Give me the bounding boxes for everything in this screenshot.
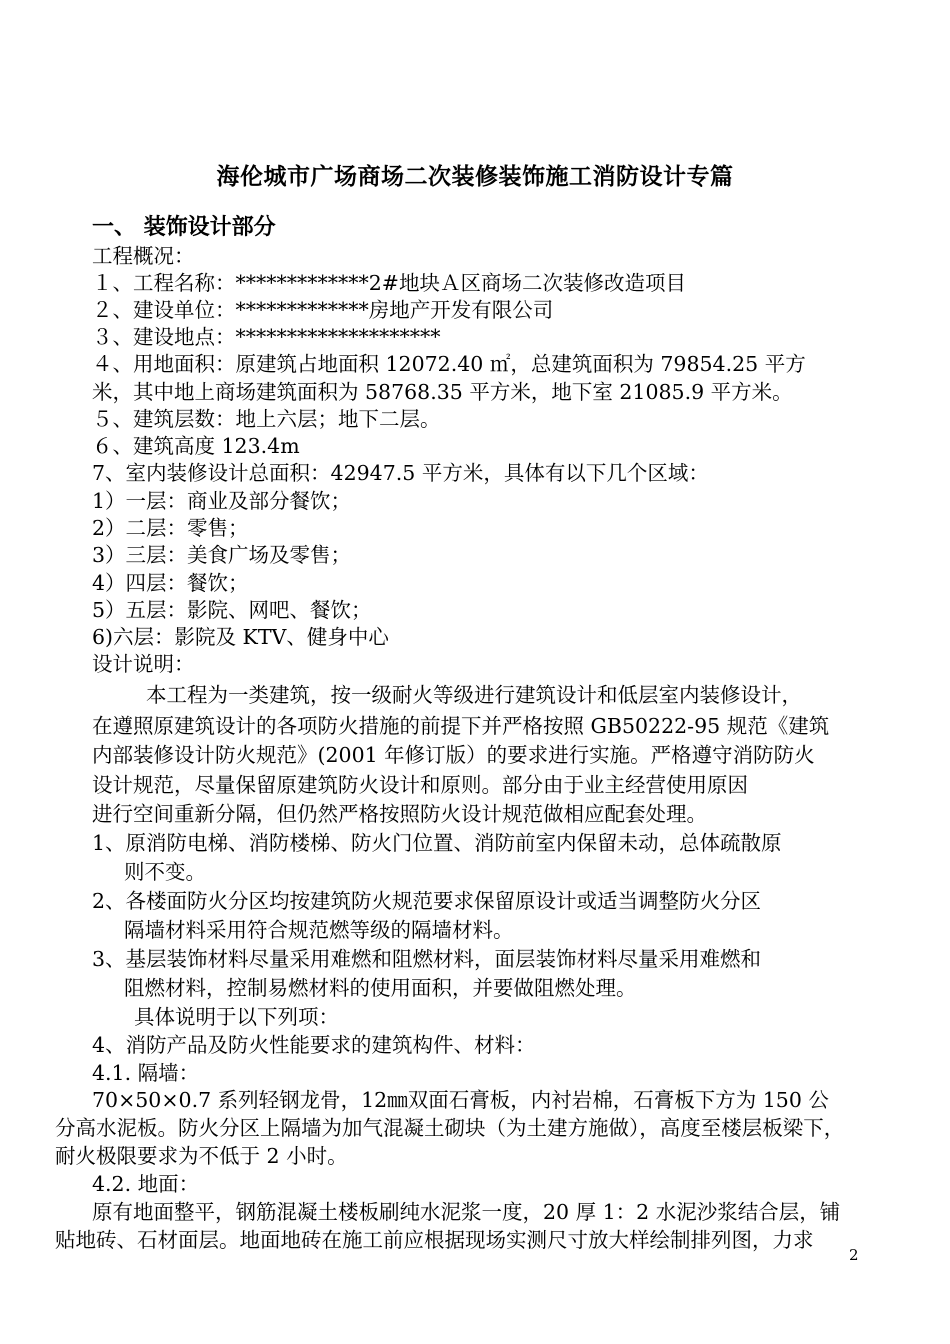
text-line: 则不变。: [124, 860, 206, 884]
text-line: 3、基层装饰材料尽量采用难燃和阻燃材料，面层装饰材料尽量采用难燃和: [92, 947, 762, 971]
text-line: 工程概况：: [92, 244, 195, 268]
text-line: 具体说明于以下列项：: [134, 1005, 339, 1029]
text-line: 6)六层：影院及 KTV、健身中心: [92, 625, 389, 649]
text-line: 1、原消防电梯、消防楼梯、防火门位置、消防前室内保留未动，总体疏散原: [92, 831, 782, 855]
text-line: 7、室内装修设计总面积：42947.5 平方米，具体有以下几个区域：: [92, 461, 709, 485]
text-line: 原有地面整平，钢筋混凝土楼板刷纯水泥浆一度，20 厚 1：2 水泥沙浆结合层，铺: [92, 1200, 841, 1224]
text-line: 贴地砖、石材面层。地面地砖在施工前应根据现场实测尺寸放大样绘制排列图，力求: [55, 1228, 814, 1252]
text-line: 5）五层：影院、网吧、餐饮；: [92, 598, 372, 622]
text-line: ２、建设单位：*************房地产开发有限公司: [92, 298, 554, 322]
text-line: １、工程名称：*************2#地块Ａ区商场二次装修改造项目: [92, 271, 686, 295]
text-line: ３、建设地点：********************: [92, 325, 441, 349]
text-line: 2）二层：零售；: [92, 516, 249, 540]
text-line: 隔墙材料采用符合规范燃等级的隔墙材料。: [124, 918, 514, 942]
text-line: 4.2. 地面：: [92, 1172, 200, 1196]
text-line: 70×50×0.7 系列轻钢龙骨，12㎜双面石膏板，内衬岩棉，石膏板下方为 150 公: [92, 1088, 829, 1112]
document-title: 海伦城市广场商场二次装修装饰施工消防设计专篇: [216, 164, 734, 190]
text-line: 分高水泥板。防火分区上隔墙为加气混凝土砌块（为土建方施做），高度至楼层板梁下，: [55, 1116, 845, 1140]
text-line: 设计规范，尽量保留原建筑防火设计和原则。部分由于业主经营使用原因: [92, 773, 748, 797]
text-line: 本工程为一类建筑，按一级耐火等级进行建筑设计和低层室内装修设计，: [146, 683, 802, 707]
text-line: 设计说明：: [92, 652, 195, 676]
section-heading: 一、 装饰设计部分: [92, 215, 276, 240]
text-line: 2、各楼面防火分区均按建筑防火规范要求保留原设计或适当调整防火分区: [92, 889, 762, 913]
text-line: 阻燃材料，控制易燃材料的使用面积，并要做阻燃处理。: [124, 976, 637, 1000]
text-line: 4、消防产品及防火性能要求的建筑构件、材料：: [92, 1033, 536, 1057]
text-line: ５、建筑层数：地上六层；地下二层。: [92, 407, 441, 431]
page-number: 2: [849, 1246, 859, 1264]
text-line: 米，其中地上商场建筑面积为 58768.35 平方米，地下室 21085.9 平方米。: [92, 380, 793, 404]
text-line: 4.1. 隔墙：: [92, 1061, 200, 1085]
text-line: 在遵照原建筑设计的各项防火措施的前提下并严格按照 GB50222-95 规范《建筑: [92, 714, 830, 738]
text-line: 耐火极限要求为不低于 2 小时。: [55, 1144, 348, 1168]
text-line: 内部装修设计防火规范》(2001 年修订版）的要求进行实施。严格遵守消防防火: [92, 743, 815, 767]
text-line: ４、用地面积：原建筑占地面积 12072.40 ㎡，总建筑面积为 79854.25 平方: [92, 352, 806, 376]
text-line: 1）一层：商业及部分餐饮；: [92, 489, 352, 513]
text-line: 3）三层：美食广场及零售；: [92, 543, 352, 567]
text-line: 进行空间重新分隔，但仍然严格按照防火设计规范做相应配套处理。: [92, 802, 707, 826]
text-line: 4）四层：餐饮；: [92, 571, 249, 595]
text-line: ６、建筑高度 123.4m: [92, 434, 300, 458]
